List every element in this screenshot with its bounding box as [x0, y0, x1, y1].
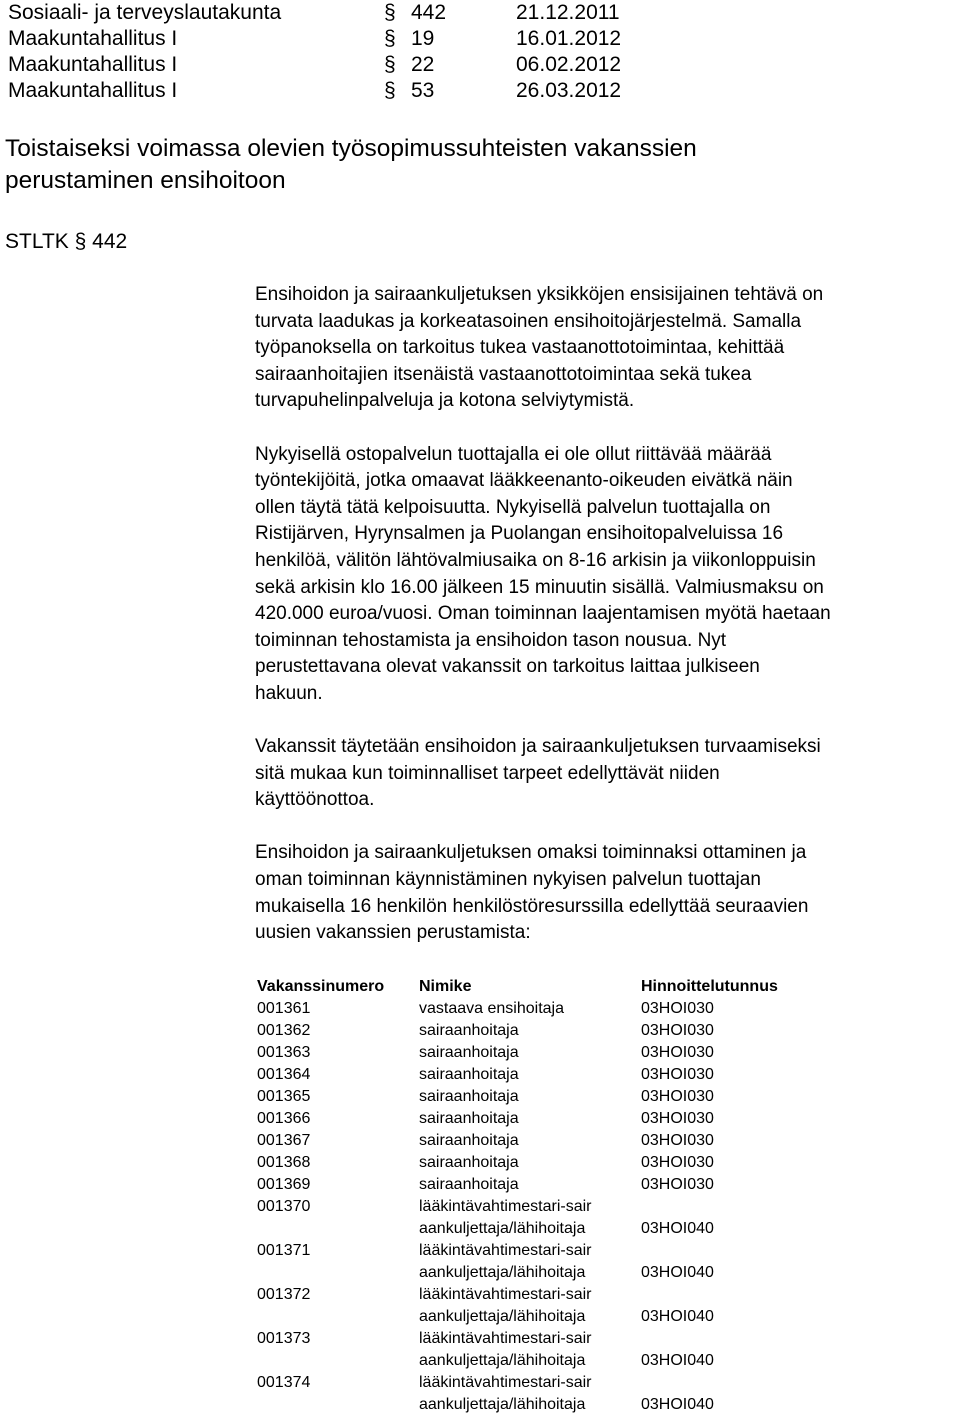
meeting-date: 21.12.2011	[516, 1, 620, 24]
text-line: uusien vakanssien perustamista:	[255, 922, 531, 944]
vacancy-title	[419, 1328, 641, 1372]
pricing-code: 03HOI030	[641, 1066, 714, 1083]
text-line: turvapuhelinpalveluja ja kotona selviytymistä.	[255, 390, 635, 412]
title-line: sairaanhoitaja	[419, 1154, 519, 1171]
vacancy-title	[419, 1240, 641, 1284]
vacancy-number: 001362	[257, 1022, 311, 1039]
section-number: 22	[411, 53, 435, 76]
meeting-date: 16.01.2012	[516, 27, 622, 50]
pricing-code: 03HOI030	[641, 1176, 714, 1193]
stltk-prefix: STLTK	[5, 230, 69, 253]
vacancy-number: 001373	[257, 1330, 311, 1347]
table-row	[257, 1020, 778, 1042]
vacancy-number: 001363	[257, 1044, 311, 1061]
text-line: perustettavana olevat vakanssit on tarkoitus laittaa julkiseen	[255, 656, 760, 678]
text-line: oman toiminnan käynnistäminen nykyisen palvelun tuottajan	[255, 869, 761, 891]
text-line: turvata laadukas ja korkeatasoinen ensihoitojärjestelmä. Samalla	[255, 310, 802, 332]
title-line: lääkintävahtimestari-sair	[419, 1374, 592, 1391]
section-number: 19	[411, 27, 435, 50]
vacancy-number: 001369	[257, 1176, 311, 1193]
title-line: aankuljettaja/lähihoitaja	[419, 1220, 586, 1237]
title-line: aankuljettaja/lähihoitaja	[419, 1396, 586, 1413]
text-line: työpanoksella on tarkoitus tukea vastaanottotoimintaa, kehittää	[255, 337, 785, 359]
pricing-code: 03HOI040	[641, 1264, 714, 1281]
title-line: aankuljettaja/lähihoitaja	[419, 1308, 586, 1325]
text-line: Nykyisellä ostopalvelun tuottajalla ei ole ollut riittävää määrää	[255, 443, 772, 465]
title-line: sairaanhoitaja	[419, 1176, 519, 1193]
pricing-code: 03HOI030	[641, 1132, 714, 1149]
vacancy-number: 001371	[257, 1242, 311, 1259]
body-paragraph	[255, 442, 960, 708]
text-line: sitä mukaa kun toiminnalliset tarpeet edellyttävät niiden	[255, 762, 720, 784]
heading-line: Toistaiseksi voimassa olevien työsopimussuhteisten vakanssien	[5, 135, 697, 162]
column-header-title: Nimike	[419, 978, 472, 995]
heading-line: perustaminen ensihoitoon	[5, 167, 286, 194]
title-line: sairaanhoitaja	[419, 1110, 519, 1127]
text-line: sekä arkisin klo 16.00 jälkeen 15 minuutin sisällä. Valmiusmaksu on	[255, 576, 824, 598]
table-row	[257, 1086, 778, 1108]
document-body	[255, 282, 960, 947]
meeting-body-name: Maakuntahallitus I	[8, 27, 178, 50]
vacancy-number: 001368	[257, 1154, 311, 1171]
pricing-code: 03HOI040	[641, 1396, 714, 1413]
vacancy-title	[419, 1130, 641, 1152]
text-line: Ensihoidon ja sairaankuljetuksen yksikköjen ensisijainen tehtävä on	[255, 284, 824, 305]
pricing-code: 03HOI040	[641, 1352, 714, 1369]
vacancy-title	[419, 1042, 641, 1064]
text-line: työntekijöitä, jotka omaavat lääkkeenanto-oikeuden eivätkä näin	[255, 470, 793, 492]
table-row	[257, 998, 778, 1020]
vacancy-title	[419, 1284, 641, 1328]
body-paragraph	[255, 734, 960, 814]
vacancy-number: 001365	[257, 1088, 311, 1105]
text-line: mukaisella 16 henkilön henkilöstöresurssilla edellyttää seuraavien	[255, 895, 809, 917]
table-row	[257, 1284, 778, 1328]
pricing-code: 03HOI030	[641, 1044, 714, 1061]
stltk-reference	[5, 229, 127, 255]
title-line: lääkintävahtimestari-sair	[419, 1242, 592, 1259]
table-row	[257, 1328, 778, 1372]
pricing-code: 03HOI030	[641, 1110, 714, 1127]
table-row	[257, 1240, 778, 1284]
pricing-code: 03HOI030	[641, 1000, 714, 1017]
title-line: lääkintävahtimestari-sair	[419, 1286, 592, 1303]
pricing-code: 03HOI040	[641, 1308, 714, 1325]
vacancy-title	[419, 1064, 641, 1086]
meeting-body-name: Maakuntahallitus I	[8, 53, 178, 76]
title-line: aankuljettaja/lähihoitaja	[419, 1264, 586, 1281]
table-row	[257, 1174, 778, 1196]
text-line: henkilöä, välitön lähtövalmiusaika on 8-16 arkisin ja viikonloppuisin	[255, 549, 816, 571]
section-number: 53	[411, 79, 435, 102]
vacancy-number: 001370	[257, 1198, 311, 1215]
pricing-code: 03HOI030	[641, 1022, 714, 1039]
table-row	[257, 1372, 778, 1416]
vacancy-title	[419, 1020, 641, 1042]
table-row	[257, 1064, 778, 1086]
vacancy-title	[419, 1174, 641, 1196]
pricing-code: 03HOI040	[641, 1220, 714, 1237]
text-line: 420.000 euroa/vuosi. Oman toiminnan laajentamisen myötä haetaan	[255, 603, 831, 625]
table-row	[257, 1130, 778, 1152]
section-sign: §	[384, 1, 396, 24]
meeting-body-name: Sosiaali- ja terveyslautakunta	[8, 1, 282, 24]
table-header-row	[257, 976, 778, 998]
section-sign: §	[74, 230, 87, 253]
vacancy-table	[257, 976, 778, 1416]
table-row	[257, 1042, 778, 1064]
text-line: Vakanssit täytetään ensihoidon ja sairaankuljetuksen turvaamiseksi	[255, 736, 821, 758]
vacancy-title	[419, 1372, 641, 1416]
vacancy-number: 001372	[257, 1286, 311, 1303]
table-row	[257, 1152, 778, 1174]
title-line: lääkintävahtimestari-sair	[419, 1198, 592, 1215]
meeting-body-name: Maakuntahallitus I	[8, 79, 178, 102]
text-line: Ristijärven, Hyrynsalmen ja Puolangan ensihoitopalveluissa 16	[255, 523, 784, 545]
title-line: sairaanhoitaja	[419, 1022, 519, 1039]
body-paragraph	[255, 840, 960, 946]
column-header-pricing-code: Hinnoittelutunnus	[641, 978, 778, 995]
table-row	[257, 1108, 778, 1130]
vacancy-number: 001367	[257, 1132, 311, 1149]
section-sign: §	[384, 27, 396, 50]
text-line: Ensihoidon ja sairaankuljetuksen omaksi toiminnaksi ottaminen ja	[255, 842, 807, 864]
table-row	[257, 1196, 778, 1240]
text-line: sairaanhoitajien itsenäistä vastaanottotoimintaa sekä tukea	[255, 363, 752, 385]
column-header-vacancy-number: Vakanssinumero	[257, 978, 385, 995]
title-line: aankuljettaja/lähihoitaja	[419, 1352, 586, 1369]
title-line: vastaava ensihoitaja	[419, 1000, 564, 1017]
meeting-date: 06.02.2012	[516, 53, 622, 76]
section-sign: §	[384, 53, 396, 76]
section-number: 442	[411, 1, 447, 24]
title-line: lääkintävahtimestari-sair	[419, 1330, 592, 1347]
meeting-date: 26.03.2012	[516, 79, 622, 102]
vacancy-title	[419, 1108, 641, 1130]
title-line: sairaanhoitaja	[419, 1066, 519, 1083]
pricing-code: 03HOI030	[641, 1154, 714, 1171]
vacancy-number: 001366	[257, 1110, 311, 1127]
vacancy-title	[419, 998, 641, 1020]
section-number: 442	[92, 230, 128, 253]
text-line: hakuun.	[255, 682, 323, 704]
title-line: sairaanhoitaja	[419, 1044, 519, 1061]
vacancy-number: 001361	[257, 1000, 311, 1017]
vacancy-title	[419, 1196, 641, 1240]
section-sign: §	[384, 79, 396, 102]
body-paragraph	[255, 282, 960, 415]
text-line: ollen täytä tätä kelpoisuutta. Nykyisellä palvelun tuottajalla on	[255, 496, 771, 518]
document-heading	[5, 133, 945, 197]
vacancy-number: 001374	[257, 1374, 311, 1391]
vacancy-title	[419, 1086, 641, 1108]
pricing-code: 03HOI030	[641, 1088, 714, 1105]
text-line: toiminnan tehostamista ja ensihoidon tason nousua. Nyt	[255, 629, 727, 651]
vacancy-title	[419, 1152, 641, 1174]
text-line: käyttöönottoa.	[255, 789, 375, 811]
title-line: sairaanhoitaja	[419, 1088, 519, 1105]
title-line: sairaanhoitaja	[419, 1132, 519, 1149]
vacancy-number: 001364	[257, 1066, 311, 1083]
